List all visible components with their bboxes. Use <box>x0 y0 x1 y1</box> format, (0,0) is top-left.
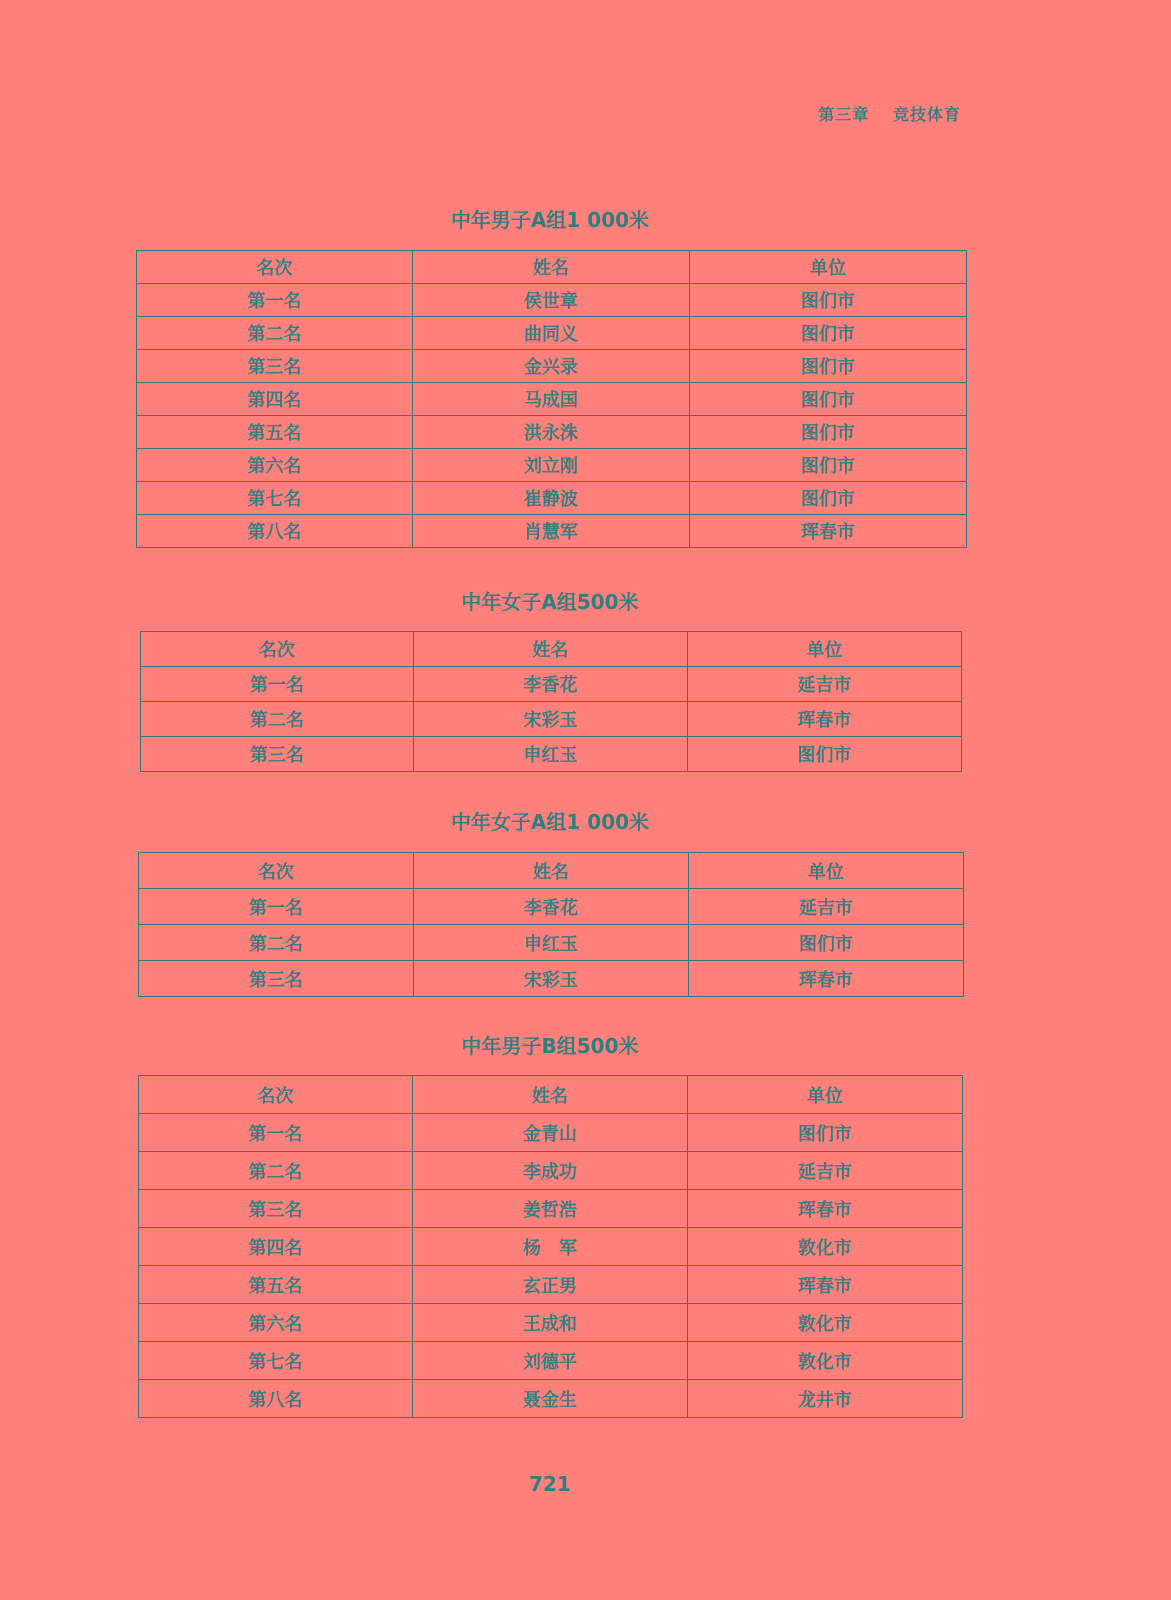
cell-unit: 延吉市 <box>688 667 962 702</box>
cell-name: 崔静波 <box>413 482 690 515</box>
cell-name: 聂金生 <box>413 1380 688 1418</box>
cell-name: 刘德平 <box>413 1342 688 1380</box>
cell-rank: 第三名 <box>139 1190 413 1228</box>
table-row <box>137 350 967 383</box>
cell-unit: 珲春市 <box>688 1190 963 1228</box>
section-title: 中年男子A组1 000米 <box>450 208 650 232</box>
cell-name: 宋彩玉 <box>414 702 688 737</box>
table-row <box>139 1380 963 1418</box>
header-rank: 名次 <box>139 1076 413 1114</box>
cell-rank: 第一名 <box>139 1114 413 1152</box>
page-number: 721 <box>529 1472 571 1496</box>
cell-rank: 第六名 <box>137 449 413 482</box>
cell-rank: 第八名 <box>137 515 413 548</box>
table-row <box>137 284 967 317</box>
cell-rank: 第六名 <box>139 1304 413 1342</box>
cell-name: 曲同义 <box>413 317 690 350</box>
cell-rank: 第二名 <box>139 925 414 961</box>
header-unit: 单位 <box>689 853 964 889</box>
cell-rank: 第四名 <box>139 1228 413 1266</box>
cell-name: 宋彩玉 <box>414 961 689 997</box>
cell-rank: 第三名 <box>137 350 413 383</box>
running-head: 第三章 竞技体育 <box>818 105 961 124</box>
cell-rank: 第二名 <box>137 317 413 350</box>
cell-rank: 第五名 <box>137 416 413 449</box>
cell-unit: 图们市 <box>690 449 967 482</box>
table-row <box>137 416 967 449</box>
cell-unit: 珲春市 <box>690 515 967 548</box>
cell-rank: 第三名 <box>141 737 414 772</box>
cell-rank: 第二名 <box>139 1152 413 1190</box>
cell-name: 肖慧军 <box>413 515 690 548</box>
table-header-row <box>139 853 964 889</box>
header-unit: 单位 <box>690 251 967 284</box>
cell-unit: 延吉市 <box>688 1152 963 1190</box>
cell-unit: 珲春市 <box>689 961 964 997</box>
cell-unit: 图们市 <box>689 925 964 961</box>
table-row <box>139 1266 963 1304</box>
cell-name: 申红玉 <box>414 737 688 772</box>
results-table <box>138 1075 963 1418</box>
cell-name: 玄正男 <box>413 1266 688 1304</box>
table-row <box>141 737 962 772</box>
cell-rank: 第八名 <box>139 1380 413 1418</box>
header-unit: 单位 <box>688 632 962 667</box>
table-row <box>139 1228 963 1266</box>
cell-name: 李成功 <box>413 1152 688 1190</box>
header-name: 姓名 <box>413 251 690 284</box>
cell-unit: 图们市 <box>690 383 967 416</box>
table-header-row <box>139 1076 963 1114</box>
cell-rank: 第一名 <box>141 667 414 702</box>
table-row <box>137 515 967 548</box>
cell-name: 李香花 <box>414 889 689 925</box>
cell-unit: 图们市 <box>688 737 962 772</box>
header-rank: 名次 <box>141 632 414 667</box>
cell-name: 申红玉 <box>414 925 689 961</box>
header-name: 姓名 <box>414 853 689 889</box>
header-rank: 名次 <box>137 251 413 284</box>
cell-unit: 图们市 <box>690 350 967 383</box>
cell-unit: 图们市 <box>690 284 967 317</box>
table-row <box>137 317 967 350</box>
table-row <box>137 383 967 416</box>
section-title: 中年男子B组500米 <box>461 1034 639 1058</box>
table-header-row <box>141 632 962 667</box>
table-row <box>139 1342 963 1380</box>
cell-unit: 延吉市 <box>689 889 964 925</box>
cell-rank: 第一名 <box>137 284 413 317</box>
table-row <box>141 667 962 702</box>
cell-rank: 第四名 <box>137 383 413 416</box>
cell-rank: 第七名 <box>137 482 413 515</box>
section-title: 中年女子A组500米 <box>461 590 639 614</box>
cell-unit: 图们市 <box>690 482 967 515</box>
cell-name: 马成国 <box>413 383 690 416</box>
table-row <box>137 482 967 515</box>
cell-unit: 图们市 <box>690 416 967 449</box>
cell-rank: 第五名 <box>139 1266 413 1304</box>
cell-name: 杨 军 <box>413 1228 688 1266</box>
cell-name: 刘立刚 <box>413 449 690 482</box>
cell-name: 金兴录 <box>413 350 690 383</box>
cell-name: 金青山 <box>413 1114 688 1152</box>
cell-name: 王成和 <box>413 1304 688 1342</box>
cell-rank: 第二名 <box>141 702 414 737</box>
cell-name: 姜哲浩 <box>413 1190 688 1228</box>
table-row <box>139 889 964 925</box>
header-name: 姓名 <box>414 632 688 667</box>
cell-rank: 第三名 <box>139 961 414 997</box>
cell-unit: 珲春市 <box>688 702 962 737</box>
results-table <box>140 631 962 772</box>
results-table <box>138 852 964 997</box>
header-name: 姓名 <box>413 1076 688 1114</box>
cell-name: 侯世章 <box>413 284 690 317</box>
cell-unit: 珲春市 <box>688 1266 963 1304</box>
cell-unit: 敦化市 <box>688 1342 963 1380</box>
section-title: 中年女子A组1 000米 <box>450 810 650 834</box>
table-row <box>139 961 964 997</box>
results-table <box>136 250 967 548</box>
cell-unit: 龙井市 <box>688 1380 963 1418</box>
cell-unit: 图们市 <box>688 1114 963 1152</box>
table-row <box>139 1190 963 1228</box>
header-rank: 名次 <box>139 853 414 889</box>
table-header-row <box>137 251 967 284</box>
header-unit: 单位 <box>688 1076 963 1114</box>
table-row <box>139 1304 963 1342</box>
cell-unit: 敦化市 <box>688 1304 963 1342</box>
table-row <box>141 702 962 737</box>
table-row <box>139 1152 963 1190</box>
cell-name: 李香花 <box>414 667 688 702</box>
cell-name: 洪永洙 <box>413 416 690 449</box>
cell-rank: 第一名 <box>139 889 414 925</box>
cell-rank: 第七名 <box>139 1342 413 1380</box>
table-row <box>139 1114 963 1152</box>
cell-unit: 敦化市 <box>688 1228 963 1266</box>
table-row <box>139 925 964 961</box>
table-row <box>137 449 967 482</box>
cell-unit: 图们市 <box>690 317 967 350</box>
